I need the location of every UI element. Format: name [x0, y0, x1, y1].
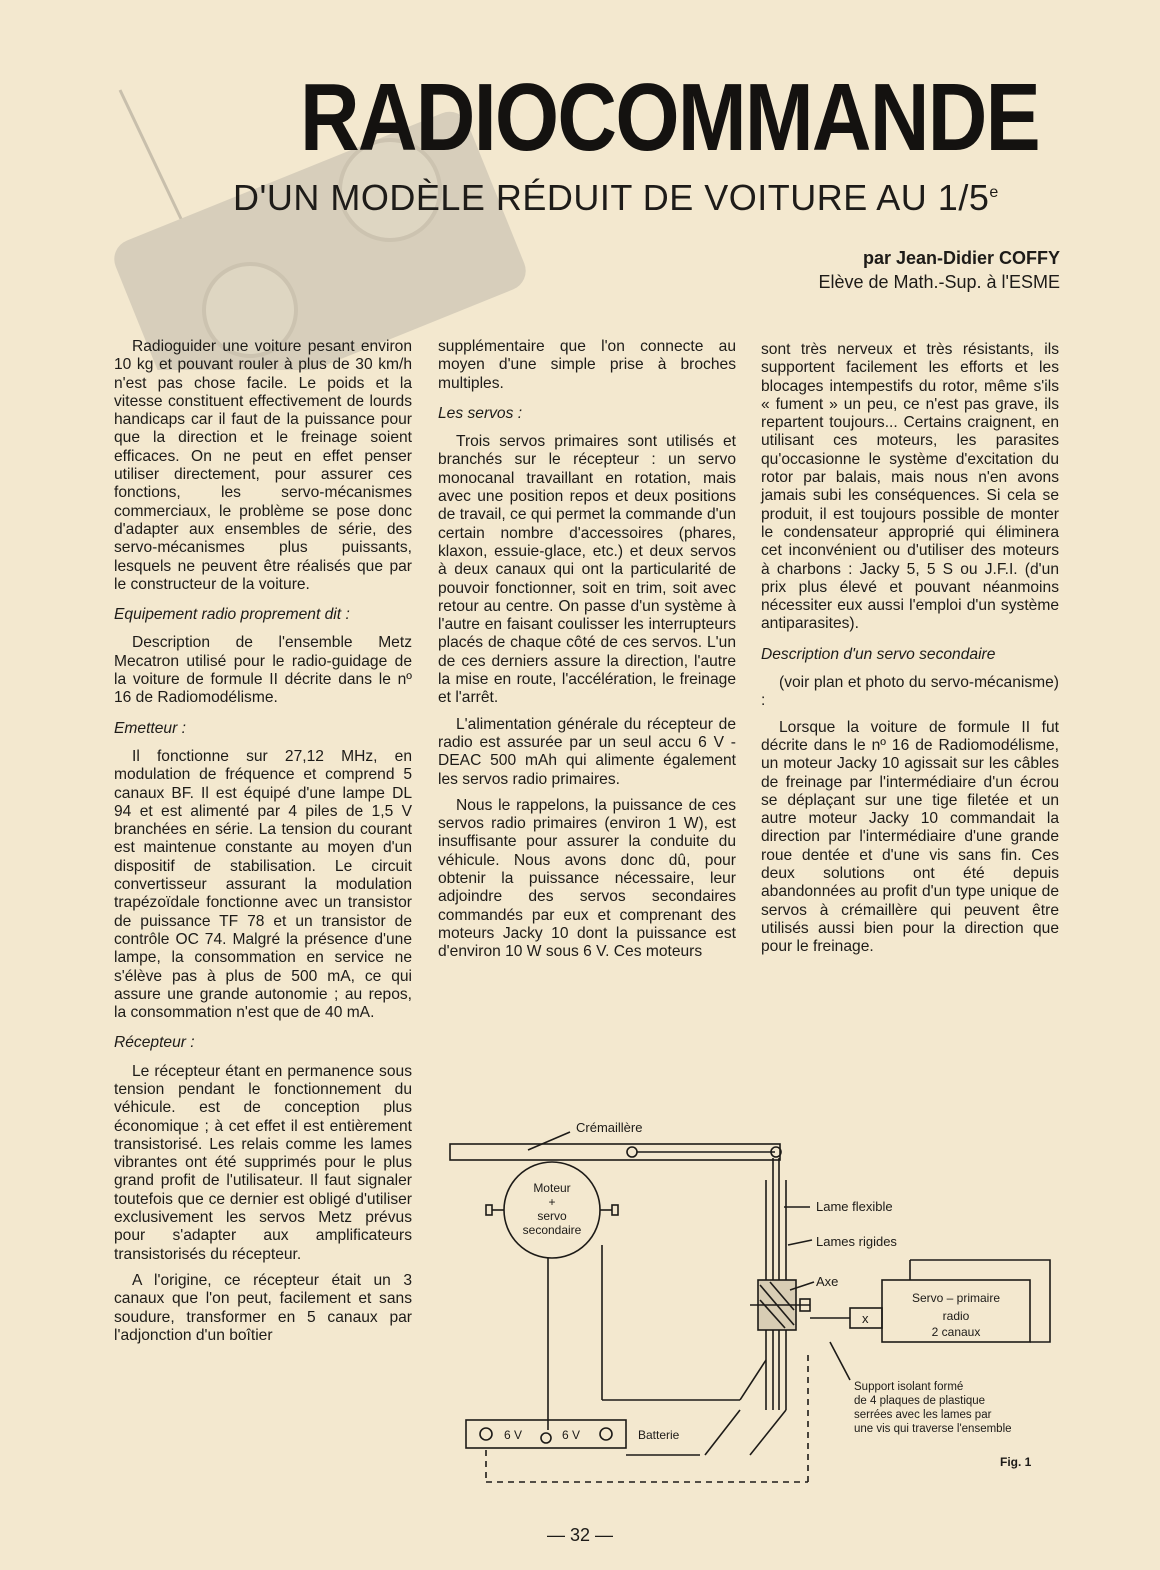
- label-lames-rigides: Lames rigides: [816, 1234, 897, 1249]
- section-heading: Equipement radio proprement dit :: [114, 606, 350, 624]
- label-servo-primary: Servo – primaire: [911, 1291, 1001, 1305]
- section-heading: Les servos :: [438, 404, 523, 422]
- section-heading: Emetteur :: [114, 719, 186, 737]
- article-title: RADIOCOMMANDE: [300, 64, 1039, 171]
- paragraph: Lorsque la voiture de formule II fut décrite dans le nº 16 de Radiomodélisme, un moteur Jacky 10 agissait sur les câbles de freinage par l'intermédiaire d'un écrou se déplaçant sur une tige filetée et un autre moteur Jacky 10 commandait la direction par l'intermédiaire d'une grande roue dentée et d'une vis sans fin. Ces deux solutions ont été depuis abandonnées au profit d'un type unique de servos à crémaillère qui peuvent être utilisés aussi bien pour la direction que pour le freinage.: [761, 718, 1059, 956]
- paragraph: A l'origine, ce récepteur était un 3 canaux que l'on peut, facilement et sans soudure, transformer en 5 canaux par l'adjonction d'un boîtier: [114, 1271, 412, 1344]
- paragraph: (voir plan et photo du servo-mécanisme) :: [761, 674, 1059, 710]
- label-secondary: secondaire: [522, 1223, 582, 1237]
- label-support-2: de 4 plaques de plastique: [854, 1395, 986, 1407]
- label-support-4: une vis qui traverse l'ensemble: [854, 1423, 1012, 1435]
- paragraph: L'alimentation générale du récepteur de radio est assurée par un seul accu 6 V - DEAC 500 mAh qui alimente également les servos radio primaires.: [438, 715, 736, 788]
- text-column-3: [761, 341, 1059, 965]
- label-battery: Batterie: [638, 1428, 680, 1442]
- label-support-3: serrées avec les lames par: [854, 1409, 992, 1421]
- text-column-1: [114, 338, 412, 1353]
- subtitle-superscript: e: [989, 184, 999, 201]
- label-cremaillere: Crémaillère: [576, 1120, 643, 1135]
- label-servo-radio: radio: [942, 1309, 970, 1323]
- label-voltage-1: 6 V: [504, 1428, 523, 1442]
- label-support-1: Support isolant formé: [854, 1381, 964, 1393]
- text-column-2: [438, 338, 736, 970]
- label-motor-plus: +: [548, 1195, 556, 1209]
- battery-box: [466, 1420, 626, 1448]
- figure-caption: Fig. 1: [1000, 1455, 1032, 1469]
- paragraph: sont très nerveux et très résistants, ils supportent facilement les efforts et les blocages intempestifs du rotor, même s'ils « fument » un peu, ce n'est pas grave, ils repartent toujours... Certains craignent, en utilisant ces moteurs, les parasites qu'occasionne le système d'excitation du rotor par balais, mais nous n'en avons jamais subi les conséquences. Si cela se produit, il est toujours possible de monter le condensateur approprié qui éliminera cet inconvénient ou d'utiliser des moteurs à charbons : Jacky 5, 5 S ou J.F.I. (d'un prix plus élevé et pouvant néanmoins nécessiter eux aussi l'emploi d'un système antiparasites).: [761, 341, 1059, 633]
- label-axe: Axe: [816, 1274, 839, 1289]
- paragraph: Trois servos primaires sont utilisés et branchés sur le récepteur : un servo monocanal travaillant en rotation, mais avec une position repos et deux positions de travail, ce qui permet la commande d'un certain nombre d'accessoires (phares, klaxon, essuie-glace, etc.) et deux servos à deux canaux qui ont la particularité de pouvoir fonctionner, soit en trim, soit avec retour au centre. On passe d'un système à l'autre en faisant coulisser les interrupteurs placés de chaque côté de ces servos. L'un de ces derniers assure la direction, l'autre la mise en route, l'accélération, le freinage et l'arrêt.: [438, 433, 736, 707]
- label-x-mark: x: [862, 1311, 869, 1326]
- subtitle-text: D'UN MODÈLE RÉDUIT DE VOITURE AU 1/5: [233, 177, 990, 218]
- label-lame-flexible: Lame flexible: [816, 1199, 893, 1214]
- paragraph: supplémentaire que l'on connecte au moyen d'une simple prise à broches multiples.: [438, 338, 736, 392]
- author-school: Elève de Math.-Sup. à l'ESME: [818, 272, 1060, 292]
- section-heading: Récepteur :: [114, 1034, 195, 1052]
- label-motor: Moteur: [533, 1181, 571, 1195]
- label-servo: servo: [537, 1209, 567, 1223]
- label-voltage-2: 6 V: [562, 1428, 581, 1442]
- rack-pin: [627, 1147, 637, 1157]
- paragraph: Radioguider une voiture pesant environ 10 kg et pouvant rouler à plus de 30 km/h n'est pas chose facile. Le poids et la vitesse constituent effectivement de lourds handicaps car il faut de la puissance pour que la direction et le freinage soient efficaces. On ne peut en effet penser utiliser directement, pour assurer ces fonctions, les servo-mécanismes commerciaux, le problème se pose donc d'adapter aux ensembles de série, des servo-mécanismes plus puissants, lesquels ne peuvent être réalisés que par le constructeur de la voiture.: [114, 338, 412, 593]
- paragraph: Il fonctionne sur 27,12 MHz, en modulation de fréquence et comprend 5 canaux BF. Il est équipé d'une lampe DL 94 et est alimenté par 4 piles de 1,5 V branchées en série. La tension du courant est maintenue constante au moyen d'un dispositif de stabilisation. Le circuit convertisseur assurant la modulation trapézoïdale fonctionne avec un transistor de puissance TF 78 et un transistor de contrôle OC 74. Malgré la présence d'une lampe, la consommation en service ne s'élève pas à plus de 500 mA, ce qui assure une grande autonomie ; au repos, la consommation n'est que de 40 mA.: [114, 747, 412, 1022]
- page-number: — 32 —: [546, 1525, 614, 1545]
- label-servo-channels: 2 canaux: [931, 1325, 981, 1339]
- paragraph: Description de l'ensemble Metz Mecatron utilisé pour le radio-guidage de la voiture de formule II décrite dans le nº 16 de Radiomodélisme.: [114, 634, 412, 707]
- paragraph: Le récepteur étant en permanence sous tension pendant le fonctionnement du véhicule. est de conception plus économique ; à cet effet il est entièrement transistorisé. Les relais comme les lames vibrantes ont été supprimés pour le plus grand profit de l'utilisateur. Il faut signaler toutefois que ce dernier est obligé d'utiliser exclusivement les servos Metz prévus pour s'adapter aux amplificateurs transistorisés du récepteur.: [114, 1062, 412, 1263]
- section-heading: Description d'un servo secondaire: [761, 645, 996, 663]
- servo-diagram: [430, 1110, 1070, 1500]
- article-subtitle: [233, 177, 999, 218]
- author-line: par Jean-Didier COFFY: [862, 248, 1060, 268]
- paragraph: Nous le rappelons, la puissance de ces servos radio primaires (environ 1 W), est insuffisante pour assurer la conduite du véhicule. Nous avons donc dû, pour obtenir la puissance nécessaire, leur adjoindre des servos secondaires commandés par eux et comprenant des moteurs Jacky 10 dont la puissance est d'environ 10 W sous 6 V. Ces moteurs: [438, 796, 736, 961]
